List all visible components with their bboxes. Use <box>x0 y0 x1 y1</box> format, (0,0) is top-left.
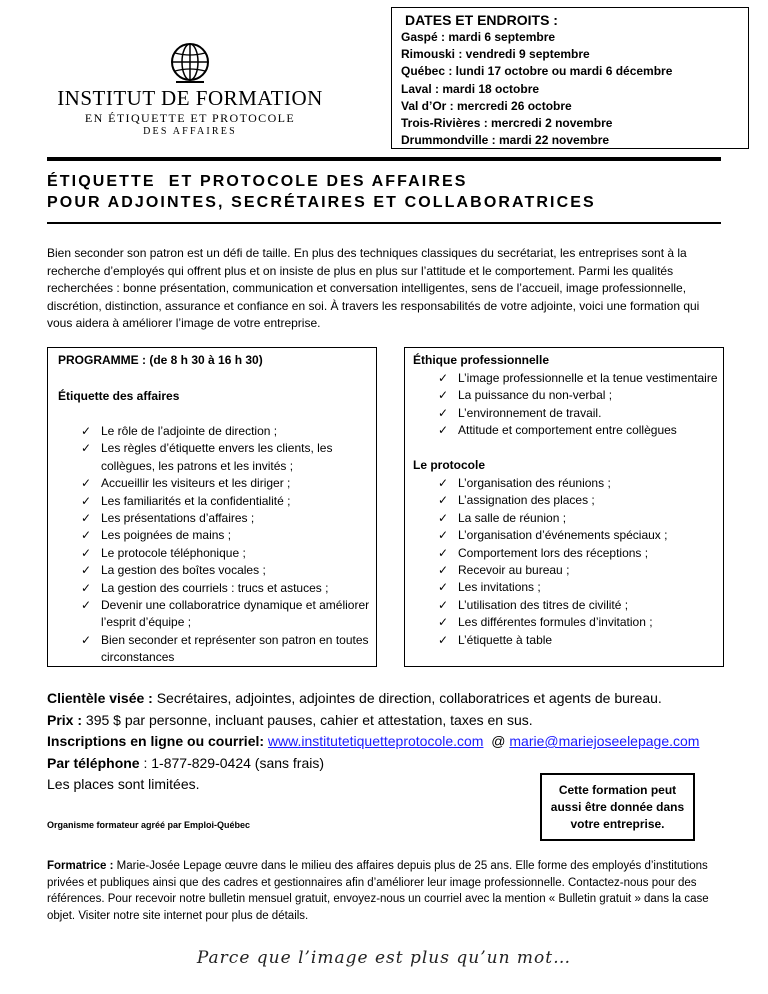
list-item <box>438 562 718 579</box>
checkmark-icon: ✓ <box>438 615 449 630</box>
clientele-label: Clientèle visée : <box>47 690 153 706</box>
checkmark-icon: ✓ <box>81 528 92 543</box>
page-title <box>47 171 596 213</box>
program-box-right <box>404 347 724 667</box>
list-item <box>438 422 718 439</box>
checkmark-icon: ✓ <box>81 632 92 647</box>
program-box-left <box>47 347 377 667</box>
list-item <box>438 492 718 509</box>
accreditation-text: Organisme formateur agréé par Emploi-Québec <box>47 820 251 830</box>
list-item <box>81 597 371 632</box>
checkmark-icon: ✓ <box>438 371 449 385</box>
checkmark-icon: ✓ <box>438 580 449 595</box>
checkmark-icon: ✓ <box>81 424 92 438</box>
list-item <box>438 387 718 404</box>
list-item <box>81 440 371 475</box>
list-item-text: La salle de réunion ; <box>458 510 567 525</box>
checkmark-icon: ✓ <box>81 441 92 456</box>
checkmark-icon: ✓ <box>438 388 449 403</box>
list-item-text: Attitude et comportement entre collègues <box>458 423 677 438</box>
checkmark-icon: ✓ <box>81 493 92 508</box>
list-item-text: L’organisation d’événements spéciaux ; <box>458 528 668 543</box>
price-text: 395 $ par personne, incluant pauses, cahier et attestation, taxes en sus. <box>82 711 533 728</box>
list-item <box>81 475 371 492</box>
checkmark-icon: ✓ <box>438 597 449 612</box>
date-item: Rimouski : vendredi 9 septembre <box>401 47 590 62</box>
checkmark-icon: ✓ <box>438 476 449 490</box>
list-item-text: Les règles d’étiquette envers les clients, les collègues, les patrons et les invités ; <box>101 441 333 473</box>
offer-box: Cette formation peut aussi être donnée dans votre entreprise. <box>540 773 695 841</box>
checkmark-icon: ✓ <box>81 563 92 578</box>
list-item-text: Les familiarités et la confidentialité ; <box>101 493 291 508</box>
list-item <box>438 527 718 544</box>
checkmark-icon: ✓ <box>438 493 449 508</box>
program-title: PROGRAMME : (de 8 h 30 à 16 h 30) <box>58 353 263 367</box>
date-item: Laval : mardi 18 octobre <box>401 81 540 96</box>
protocole-list <box>438 475 718 649</box>
section-title-protocole: Le protocole <box>413 458 486 472</box>
list-item <box>438 632 718 649</box>
dates-list <box>401 29 748 149</box>
checkmark-icon: ✓ <box>81 580 92 595</box>
checkmark-icon: ✓ <box>438 545 449 560</box>
title-line-2: POUR ADJOINTES, SECRÉTAIRES ET COLLABORATRICES <box>47 194 596 211</box>
registration-label: Inscriptions en ligne ou courriel: <box>47 733 265 749</box>
section-title-ethique: Éthique professionnelle <box>413 353 550 367</box>
dates-box <box>391 7 749 149</box>
list-item <box>81 423 371 440</box>
logo-subtitle-2: DES AFFAIRES <box>143 126 237 137</box>
ethique-list <box>438 370 718 440</box>
list-item-text: Les différentes formules d’invitation ; <box>458 615 653 630</box>
trainer-text: Marie-Josée Lepage œuvre dans le milieu des affaires depuis plus de 25 ans. Elle forme des employés d’institutions privées et publiques ainsi que des cadres et gestionnaires afin d’améliorer leur image professionnelle. Contactez-nous pour des références. Pour recevoir notre bulletin mensuel gratuit, envoyez-nous un courriel avec la mention « Bulletin gratuit » dans la case objet. Visiter notre site internet pour plus de détails. <box>47 860 709 922</box>
phone-text: : 1-877-829-0424 (sans frais) <box>139 754 325 771</box>
list-item-text: Les invitations ; <box>458 580 541 595</box>
price-line <box>47 710 727 732</box>
checkmark-icon: ✓ <box>81 511 92 526</box>
list-item-text: L’assignation des places ; <box>458 493 595 508</box>
website-link[interactable]: www.institutetiquetteprotocole.com <box>267 733 484 749</box>
checkmark-icon: ✓ <box>81 545 92 560</box>
price-label: Prix : <box>47 711 83 728</box>
list-item <box>438 579 718 596</box>
logo-subtitle: EN ÉTIQUETTE ET PROTOCOLE <box>84 111 296 125</box>
list-item-text: L’étiquette à table <box>458 632 553 647</box>
list-item-text: Accueillir les visiteurs et les diriger ; <box>101 476 291 491</box>
date-item: Val d’Or : mercredi 26 octobre <box>401 98 572 113</box>
date-item: Drummondville : mardi 22 novembre <box>401 133 610 148</box>
section-title-etiquette: Étiquette des affaires <box>58 389 180 403</box>
checkmark-icon: ✓ <box>81 598 92 613</box>
checkmark-icon: ✓ <box>438 510 449 525</box>
list-item-text: Le rôle de l’adjointe de direction ; <box>101 424 278 438</box>
at-sign: @ <box>483 733 510 749</box>
list-item-text: Devenir une collaboratrice dynamique et améliorer l’esprit d’équipe ; <box>101 598 370 630</box>
institute-logo <box>40 40 340 138</box>
list-item <box>438 597 718 614</box>
list-item <box>81 527 371 544</box>
list-item-text: Les présentations d’affaires ; <box>101 511 255 526</box>
email-link[interactable]: marie@mariejoseelepage.com <box>509 733 700 749</box>
slogan: Parce que l’image est plus qu’un mot… <box>196 948 572 968</box>
globe-icon <box>168 40 212 84</box>
trainer-paragraph <box>47 858 727 924</box>
list-item <box>438 370 718 387</box>
list-item-text: Comportement lors des réceptions ; <box>458 545 649 560</box>
date-item: Québec : lundi 17 octobre ou mardi 6 décembre <box>401 64 673 79</box>
list-item <box>438 475 718 492</box>
list-item-text: Bien seconder et représenter son patron en toutes circonstances <box>101 632 369 665</box>
list-item <box>438 405 718 422</box>
list-item <box>81 493 371 510</box>
trainer-label: Formatrice : <box>47 860 114 872</box>
checkmark-icon: ✓ <box>81 476 92 491</box>
list-item-text: L’image professionnelle et la tenue vestimentaire <box>458 371 718 385</box>
clientele-text: Secrétaires, adjointes, adjointes de direction, collaboratrices et agents de bureau. <box>152 690 662 706</box>
list-item <box>438 510 718 527</box>
checkmark-icon: ✓ <box>438 405 449 420</box>
divider-top <box>47 157 721 161</box>
phone-line <box>47 753 727 775</box>
list-item-text: L’utilisation des titres de civilité ; <box>458 597 629 612</box>
divider-bottom <box>47 222 721 224</box>
etiquette-list <box>81 423 371 667</box>
date-item: Trois-Rivières : mercredi 2 novembre <box>401 116 613 131</box>
list-item <box>81 632 371 667</box>
phone-label: Par téléphone <box>47 754 140 771</box>
list-item <box>438 545 718 562</box>
list-item-text: La gestion des courriels : trucs et astuces ; <box>101 580 329 595</box>
intro-paragraph: Bien seconder son patron est un défi de taille. En plus des techniques classiques du secrétariat, les entreprises sont à la recherche d’employés qui offrent plus et on insiste de plus en plus sur l’attitude et le comportement. Parmi les qualités recherchées : bonne présentation, communication et conversation intelligentes, sens de l’accueil, image professionnelle, discrétion, distinction, assurance et confiance en soi. À travers les responsabilités de votre adjointe, voici une formation qui vous aidera à améliorer l’image de votre entreprise. <box>47 246 700 330</box>
date-item: Gaspé : mardi 6 septembre <box>401 30 556 44</box>
clientele-line <box>47 688 727 710</box>
logo-name: INSTITUT DE FORMATION <box>57 86 323 110</box>
list-item <box>81 510 371 527</box>
list-item <box>81 545 371 562</box>
checkmark-icon: ✓ <box>438 528 449 543</box>
list-item-text: Les poignées de mains ; <box>101 528 232 543</box>
list-item <box>81 562 371 579</box>
dates-title: DATES ET ENDROITS : <box>405 12 558 28</box>
list-item-text: L’organisation des réunions ; <box>458 476 611 490</box>
list-item-text: Le protocole téléphonique ; <box>101 545 246 560</box>
registration-line <box>47 731 727 753</box>
list-item-text: L’environnement de travail. <box>458 405 602 420</box>
checkmark-icon: ✓ <box>438 563 449 578</box>
title-line-1: ÉTIQUETTE ET PROTOCOLE DES AFFAIRES <box>47 173 468 190</box>
list-item <box>438 614 718 631</box>
list-item <box>81 580 371 597</box>
list-item-text: La gestion des boîtes vocales ; <box>101 563 266 578</box>
list-item-text: La puissance du non-verbal ; <box>458 388 613 403</box>
places-text: Les places sont limitées. <box>47 776 200 792</box>
checkmark-icon: ✓ <box>438 632 449 647</box>
checkmark-icon: ✓ <box>438 423 449 438</box>
list-item-text: Recevoir au bureau ; <box>458 563 570 578</box>
